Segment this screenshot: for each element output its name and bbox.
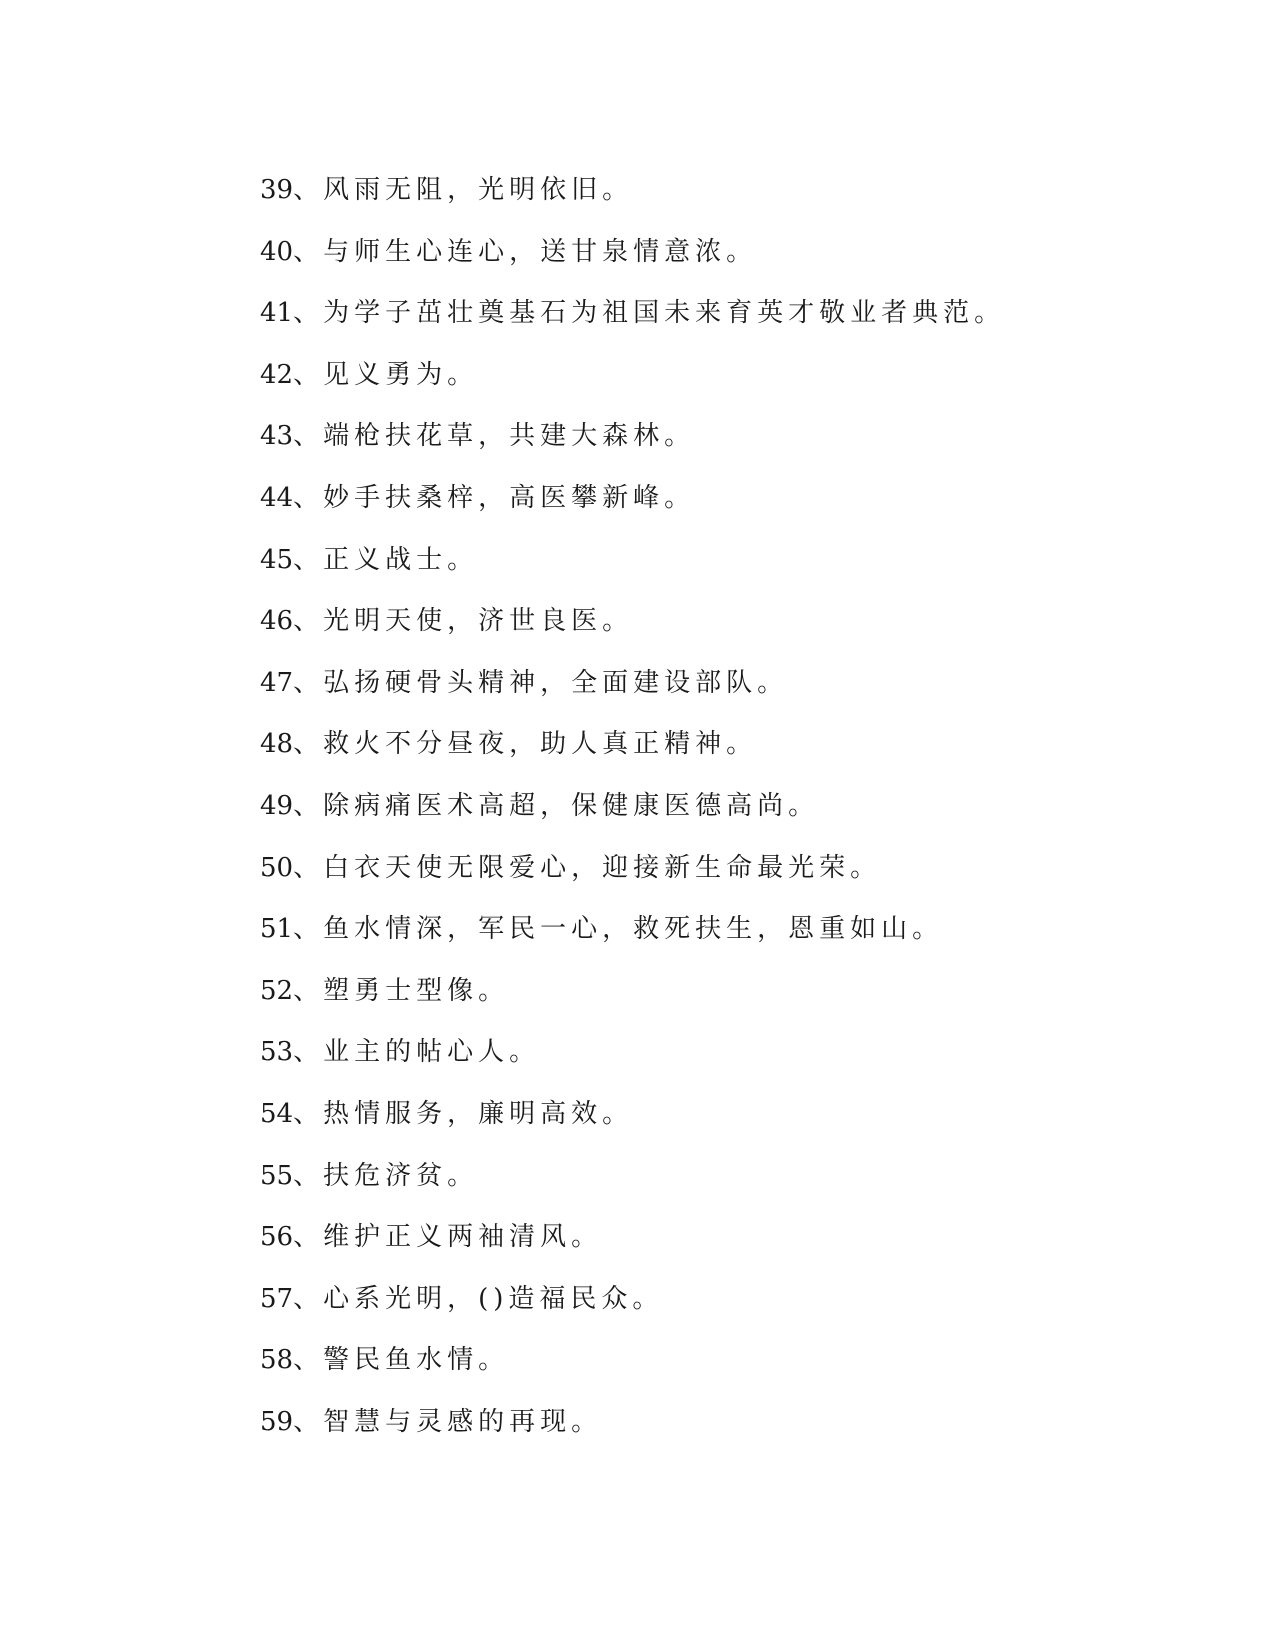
list-item [260,530,1240,592]
item-text: 正义战士。 [323,544,479,575]
item-separator: 、 [293,544,324,575]
item-separator: 、 [293,236,324,267]
list-item [260,1022,1240,1084]
item-text: 警民鱼水情。 [323,1345,510,1376]
list-item [260,899,1240,961]
item-number: 43 [260,421,294,452]
item-number: 50 [260,852,294,883]
item-text: 热情服务，廉明高效。 [323,1098,634,1129]
item-separator: 、 [293,482,324,513]
item-separator: 、 [293,1098,324,1129]
item-number: 40 [260,236,294,267]
item-number: 52 [260,975,294,1006]
item-text: 业主的帖心人。 [323,1037,541,1068]
item-text: 光明天使，济世良医。 [323,606,634,637]
item-text: 除病痛医术高超，保健康医德高尚。 [323,790,820,821]
item-text: 鱼水情深，军民一心，救死扶生，恩重如山。 [323,914,944,945]
item-separator: 、 [293,606,324,637]
list-item [260,714,1240,776]
item-number: 58 [260,1345,294,1376]
item-number: 51 [260,914,294,945]
item-text: 端枪扶花草，共建大森林。 [323,421,696,452]
item-separator: 、 [293,975,324,1006]
item-text: 弘扬硬骨头精神，全面建设部队。 [323,667,789,698]
list-item [260,222,1240,284]
slogan-list [260,160,1240,1453]
item-separator: 、 [293,1222,324,1253]
item-text: 白衣天使无限爱心，迎接新生命最光荣。 [323,852,882,883]
list-item [260,838,1240,900]
list-item [260,345,1240,407]
item-text: 为学子茁壮奠基石为祖国未来育英才敬业者典范。 [323,298,1006,329]
item-text: 塑勇士型像。 [323,975,510,1006]
item-number: 45 [260,544,294,575]
item-number: 56 [260,1222,294,1253]
item-text: 妙手扶桑梓，高医攀新峰。 [323,482,696,513]
item-number: 41 [260,298,294,329]
item-number: 49 [260,790,294,821]
item-text: 与师生心连心，送甘泉情意浓。 [323,236,758,267]
item-text: 心系光明，()造福民众。 [323,1283,664,1314]
list-item [260,591,1240,653]
item-text: 风雨无阻，光明依旧。 [323,175,634,205]
item-separator: 、 [293,729,324,760]
item-separator: 、 [293,421,324,452]
item-number: 39 [260,175,294,205]
list-item [260,406,1240,468]
item-separator: 、 [293,359,324,390]
list-item [260,653,1240,715]
item-separator: 、 [293,298,324,329]
item-separator: 、 [293,914,324,945]
item-number: 46 [260,606,294,637]
item-separator: 、 [293,1345,324,1376]
item-separator: 、 [293,175,324,205]
item-separator: 、 [293,1406,324,1437]
item-text: 扶危济贫。 [323,1160,479,1191]
item-text: 救火不分昼夜，助人真正精神。 [323,729,758,760]
list-item [260,1146,1240,1208]
item-separator: 、 [293,1037,324,1068]
list-item [260,468,1240,530]
item-text: 维护正义两袖清风。 [323,1222,603,1253]
item-number: 47 [260,667,294,698]
item-number: 55 [260,1160,294,1191]
list-item [260,1269,1240,1331]
item-separator: 、 [293,790,324,821]
list-item [260,1330,1240,1392]
item-number: 53 [260,1037,294,1068]
list-item [260,961,1240,1023]
item-number: 57 [260,1283,294,1314]
item-separator: 、 [293,1283,324,1314]
list-item [260,1207,1240,1269]
item-number: 59 [260,1406,294,1437]
list-item [260,160,1240,222]
item-text: 见义勇为。 [323,359,479,390]
item-separator: 、 [293,667,324,698]
item-separator: 、 [293,852,324,883]
item-number: 54 [260,1098,294,1129]
list-item [260,283,1240,345]
item-number: 44 [260,482,294,513]
item-number: 48 [260,729,294,760]
item-text: 智慧与灵感的再现。 [323,1406,603,1437]
item-separator: 、 [293,1160,324,1191]
list-item [260,1392,1240,1454]
item-number: 42 [260,359,294,390]
list-item [260,1084,1240,1146]
list-item [260,776,1240,838]
